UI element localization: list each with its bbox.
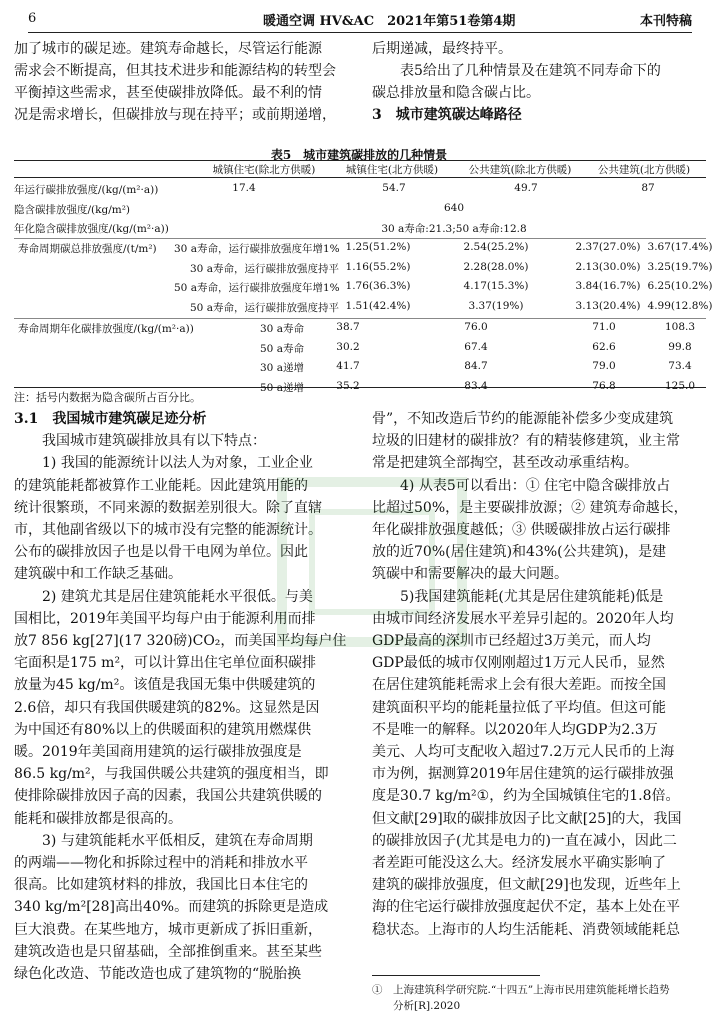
table-cell: 62.6 <box>592 340 616 353</box>
text-line: 3) 与建筑能耗水平低相反，建筑在寿命周期 <box>14 832 313 849</box>
scenario-label: 50 a寿命 <box>260 342 304 355</box>
column-name: 本刊特稿 <box>639 14 692 29</box>
text-line: GDP最低的城市仅刚刚超过1万元人民币，显然 <box>372 655 665 672</box>
text-line: 建筑面积平均的能耗量拉低了平均值。但这可能 <box>372 699 666 716</box>
text-line: 垃圾的旧建材的碳排放？有的精装修建筑，业主常 <box>372 433 680 450</box>
table-cell: 108.3 <box>664 321 696 333</box>
table-note: 注：括号内数据为隐含碳所占百分比。 <box>14 391 201 404</box>
text-line: 在居住建筑能耗需求上会有很大差距。而按全国 <box>372 677 666 694</box>
table-cell: 3.67(17.4%) <box>647 241 713 253</box>
column-header: 城镇住宅(北方供暖) <box>345 164 439 176</box>
column-header: 城镇住宅(除北方供暖) <box>212 164 316 176</box>
text-line: 建筑改造也是只留基础，全部推倒重来。甚至某些 <box>14 943 322 960</box>
text-line: 建筑碳中和工作缺乏基础。 <box>14 566 182 583</box>
text-line: 建筑的碳排放强度，但文献[29]也发现，近些年上 <box>372 877 681 894</box>
text-line: 者差距可能没这么大。经济发展水平确实影响了 <box>372 855 666 872</box>
table-cell: 38.7 <box>336 321 360 333</box>
text-line: 加了城市的碳足迹。建筑寿命越长，尽管运行能源 <box>14 41 322 57</box>
table-cell: 99.8 <box>668 340 692 353</box>
table-cell: 83.4 <box>464 379 488 392</box>
table-cell: 1.51(42.4%) <box>345 299 411 312</box>
text-line: 的两端——物化和拆除过程中的消耗和排放水平 <box>14 855 308 872</box>
right-column-text <box>372 408 706 941</box>
table-cell: 4.99(12.8%) <box>647 299 713 312</box>
scenario-label: 30 a递增 <box>260 362 304 374</box>
text-line: 年化碳排放强度越低；③ 供暖碳排放占运行碳排 <box>372 522 671 539</box>
column-header: 公共建筑(北方供暖) <box>597 164 691 176</box>
text-line: 1) 我国的能源统计以法人为对象，工业企业 <box>14 455 313 472</box>
table-title: 表5 城市建筑碳排放的几种情景 <box>270 148 448 162</box>
text-line: 需求会不断提高，但其技术进步和能源结构的转型会 <box>14 63 336 79</box>
table-cell: 3.37(19%) <box>468 299 524 312</box>
page-number: 6 <box>28 11 37 26</box>
table-cell: 87 <box>641 182 655 194</box>
footnote-line: 分析[R].2020 <box>372 1000 461 1012</box>
table-cell: 79.0 <box>592 360 616 372</box>
scenario-label: 50 a寿命，运行碳排放强度年增1% <box>174 282 340 294</box>
scenario-table <box>14 160 713 394</box>
text-line: 3.1 我国城市建筑碳足迹分析 <box>14 411 207 427</box>
text-line: 况是需求增长，但碳排放与现在持平；或前期递增， <box>14 107 336 123</box>
section-3-title: 3 城市建筑碳达峰路径 <box>372 107 522 123</box>
row-label: 年运行碳排放强度/(kg/(m²·a)) <box>14 184 159 196</box>
text-line: 比超过50%，是主要碳排放源；② 建筑寿命越长， <box>372 499 688 516</box>
table-cell: 35.2 <box>336 379 360 392</box>
text-line: 的建筑能耗都被算作工业能耗。因此建筑用能的 <box>14 477 308 494</box>
text-line: 后期递减，最终持平。 <box>372 41 512 57</box>
text-line: GDP最高的深圳市已经超过3万美元，而人均 <box>372 633 651 650</box>
text-line: 很高。比如建筑材料的排放，我国比日本住宅的 <box>14 877 308 894</box>
table-cell: 76.0 <box>464 321 488 333</box>
text-line: 2) 建筑尤其是居住建筑能耗水平很低。与美 <box>14 588 313 605</box>
table-cell: 30 a寿命:21.3;50 a寿命:12.8 <box>381 223 527 235</box>
text-line: 市，其他副省级以下的城市没有完整的能源统计。 <box>14 522 322 539</box>
text-line: 的碳排放因子(尤其是电力的)一直在减小，因此二 <box>372 832 677 849</box>
footnote-rule <box>372 975 540 976</box>
text-line: 放7 856 kg[27](17 320磅)CO₂，而美国平均每户住 <box>14 633 347 650</box>
table-cell: 3.84(16.7%) <box>575 280 641 292</box>
text-line: 表5给出了几种情景及在建筑不同寿命下的 <box>372 63 661 79</box>
table-cell: 125.0 <box>664 379 696 392</box>
group-label: 寿命周期年化碳排放强度/(kg/(m²·a)) <box>18 323 194 335</box>
text-line: 平衡掉这些需求，甚至使碳排放降低。最不利的情 <box>14 85 322 101</box>
text-line: 放的近70%(居住建筑)和43%(公共建筑)，是建 <box>372 544 667 561</box>
table-cell: 2.13(30.0%) <box>575 260 641 273</box>
table-cell: 1.76(36.3%) <box>345 280 411 292</box>
table-cell: 49.7 <box>514 182 538 194</box>
table-cell: 54.7 <box>382 182 406 194</box>
footnote <box>372 982 670 1014</box>
text-line: 宅面积是175 m²，可以计算出住宅单位面积碳排 <box>14 655 317 672</box>
scenario-label: 30 a寿命，运行碳排放强度年增1% <box>174 243 340 255</box>
text-line: 骨”，不知改造后节约的能源能补偿多少变成建筑 <box>372 411 674 427</box>
text-line: 不是唯一的解释。以2020年人均GDP为2.3万 <box>372 721 658 738</box>
text-line: 4) 从表5可以看出：① 住宅中隐含碳排放占 <box>372 477 671 494</box>
table-cell: 73.4 <box>668 360 692 372</box>
table-cell: 71.0 <box>592 321 616 333</box>
section-rule <box>14 318 706 319</box>
text-line: 2.6倍，却只有我国供暖建筑的82%。这显然是因 <box>14 699 320 716</box>
table-cell: 30.2 <box>336 340 360 353</box>
text-line: 筑碳中和需要解决的最大问题。 <box>372 566 568 583</box>
text-line: 度是30.7 kg/m²①，约为全国城镇住宅的1.8倍。 <box>372 788 680 805</box>
header-rule <box>14 177 706 178</box>
text-line: 市为例，据测算2019年居住建筑的运行碳排放强 <box>372 766 674 783</box>
section-rule <box>14 238 706 239</box>
text-line: 国相比，2019年美国平均每户由于能源利用而排 <box>14 610 316 627</box>
table-cell: 6.25(10.2%) <box>647 280 713 292</box>
left-column-text <box>14 408 354 985</box>
table-cell: 1.16(55.2%) <box>345 260 411 273</box>
row-label: 年化隐含碳排放强度/(kg/(m²·a)) <box>14 223 169 235</box>
text-line: 统计很繁琐，不同来源的数据差别很大。除了直辖 <box>14 499 322 516</box>
table-cell: 67.4 <box>464 340 488 353</box>
row-label: 隐含碳排放强度/(kg/m²) <box>14 204 131 216</box>
table-cell: 2.28(28.0%) <box>463 260 529 273</box>
text-line: 但文献[29]取的碳排放因子比文献[25]的大，我国 <box>372 810 682 827</box>
table-cell: 4.17(15.3%) <box>463 280 529 292</box>
text-line: 放量为45 kg/m²。该值是我国无集中供暖建筑的 <box>14 677 316 694</box>
column-header: 公共建筑(除北方供暖) <box>468 164 572 176</box>
group-label: 寿命周期碳总排放强度/(t/m²) <box>18 243 157 255</box>
page-header <box>28 6 692 33</box>
table-cell: 17.4 <box>232 182 256 194</box>
text-line: 暖。2019年美国商用建筑的运行碳排放强度是 <box>14 744 302 761</box>
top-right-paragraph <box>372 38 706 104</box>
footnote-line: ① 上海建筑科学研究院.“十四五”上海市民用建筑能耗增长趋势 <box>372 984 670 996</box>
table-cell: 76.8 <box>592 379 616 392</box>
table-cell: 3.13(20.4%) <box>575 299 641 312</box>
table-cell: 1.25(51.2%) <box>345 241 411 253</box>
text-line: 能耗和碳排放都是很高的。 <box>14 810 182 827</box>
journal-name: 暖通空调 HV&AC 2021年第51卷第4期 <box>263 14 516 29</box>
scenario-label: 50 a递增 <box>260 381 304 394</box>
table-cell: 640 <box>443 202 465 214</box>
text-line: 常是把建筑全部掏空，甚至改动承重结构。 <box>372 455 638 472</box>
text-line: 340 kg/m²[28]高出40%。而建筑的拆除更是造成 <box>14 899 329 916</box>
table-cell: 3.25(19.7%) <box>647 260 713 273</box>
text-line: 绿色化改造、节能改造也成了建筑物的“脱胎换 <box>14 966 302 983</box>
text-line: 5)我国建筑能耗(尤其是居住建筑能耗)低是 <box>372 588 664 605</box>
text-line: 我国城市建筑碳排放具有以下特点： <box>14 433 266 450</box>
text-line: 为中国还有80%以上的供暖面积的建筑用燃煤供 <box>14 721 312 738</box>
text-line: 公布的碳排放因子也是以骨干电网为单位。因此 <box>14 544 308 561</box>
text-line: 86.5 kg/m²，与我国供暖公共建筑的强度相当，即 <box>14 766 329 783</box>
text-line: 稳状态。上海市的人均生活能耗、消费领域能耗总 <box>372 921 680 938</box>
table-cell: 84.7 <box>464 360 488 372</box>
scenario-label: 50 a寿命，运行碳排放强度持平 <box>190 301 339 314</box>
table-cell: 41.7 <box>336 360 360 372</box>
top-left-paragraph <box>14 38 354 126</box>
text-line: 巨大浪费。在某些地方，城市更新成了拆旧重新， <box>14 921 322 938</box>
text-line: 使排除碳排放因子高的因素，我国公共建筑供暖的 <box>14 788 322 805</box>
text-line: 海的住宅运行碳排放强度起伏不定，基本上处在平 <box>372 899 680 916</box>
text-line: 美元、人均可支配收入超过7.2万元人民币的上海 <box>372 744 675 761</box>
text-line: 由城市间经济发展水平差异引起的。2020年人均 <box>372 610 674 627</box>
scenario-label: 30 a寿命 <box>260 323 304 335</box>
text-line: 碳总排放量和隐含碳占比。 <box>372 85 540 101</box>
scenario-label: 30 a寿命，运行碳排放强度持平 <box>190 262 339 275</box>
table-cell: 2.54(25.2%) <box>463 241 529 253</box>
table-cell: 2.37(27.0%) <box>575 241 641 253</box>
